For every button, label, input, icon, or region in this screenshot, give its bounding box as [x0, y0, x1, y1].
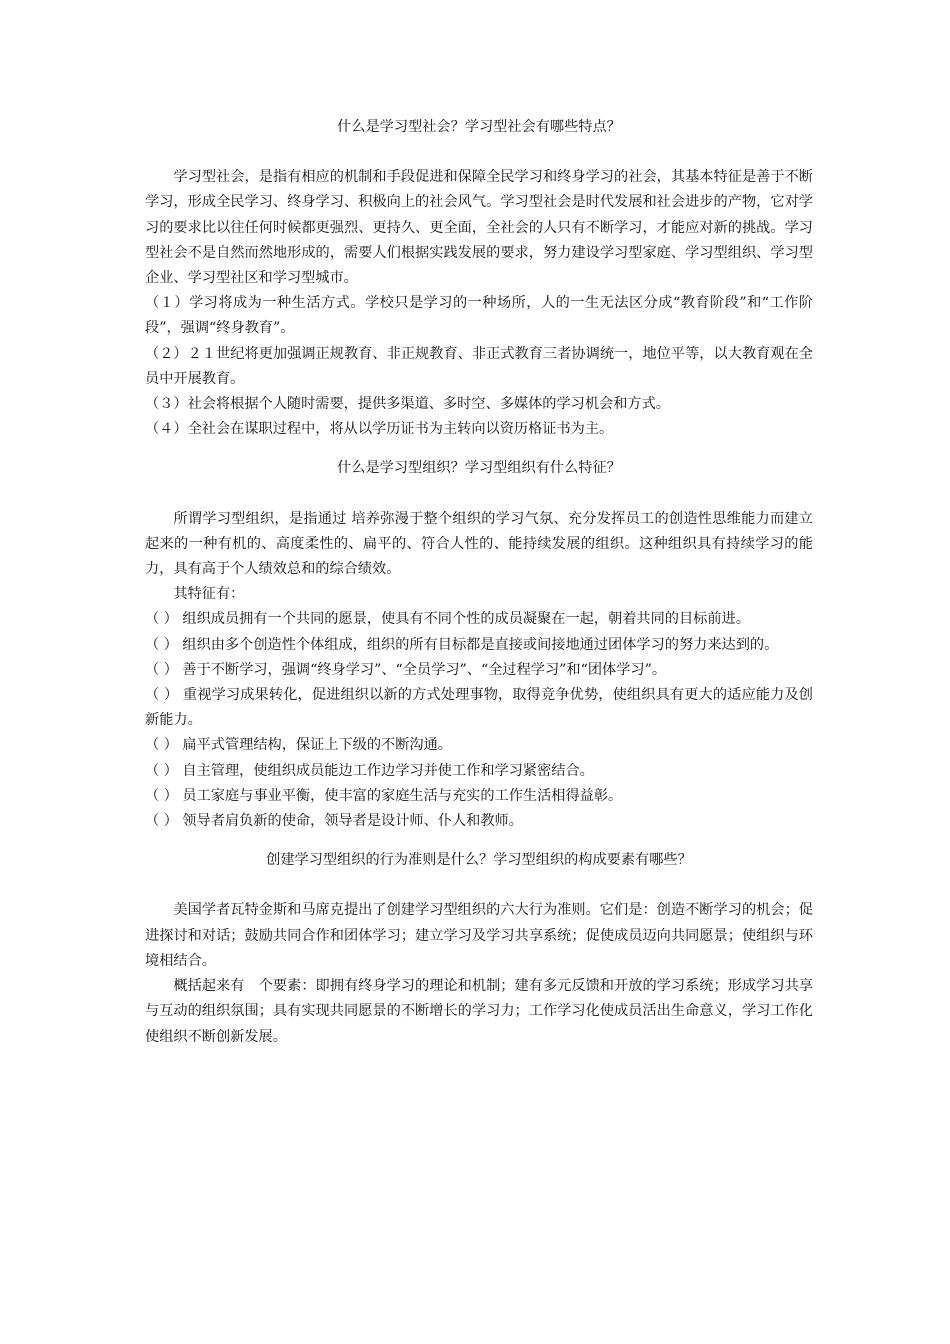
- list-item: （２）２１世纪将更加强调正规教育、非正规教育、非正式教育三者协调统一，地位平等，以大教育观在全员中开展教育。: [145, 345, 813, 387]
- spacer: [145, 834, 813, 848]
- list-item: （１）学习将成为一种生活方式。学校只是学习的一种场所，人的一生无法区分成“教育阶段”和“工作阶段”，强调“终身教育”。: [145, 295, 813, 337]
- section-heading: 创建学习型组织的行为准则是什么？学习型组织的构成要素有哪些？: [266, 852, 692, 869]
- list-item: （４）全社会在谋职过程中，将从以学历证书为主转向以资历格证书为主。: [145, 421, 614, 438]
- list-item: （ ） 组织成员拥有一个共同的愿景，使具有不同个性的成员凝聚在一起，朝着共同的目标前进。: [145, 611, 750, 628]
- section-heading: 什么是学习型社会？学习型社会有哪些特点？: [337, 119, 621, 135]
- list-item: （ ） 领导者肩负新的使命，领导者是设计师、仆人和教师。: [145, 813, 523, 830]
- paragraph: 美国学者瓦特金斯和马席克提出了创建学习型组织的六大行为准则。它们是：创造不断学习的机会；促进探讨和对话；鼓励共同合作和团体学习；建立学习及学习共享系统；促使成员迈向共同愿景；使组织与环境相结合。: [145, 902, 813, 969]
- spacer: [145, 873, 813, 898]
- spacer: [145, 482, 813, 507]
- list-item: （ ） 重视学习成果转化，促进组织以新的方式处理事物，取得竞争优势，使组织具有更大的适应能力及创新能力。: [145, 687, 813, 729]
- list-item: （ ） 员工家庭与事业平衡，使丰富的家庭生活与充实的工作生活相得益彰。: [145, 787, 623, 804]
- paragraph: 学习型社会，是指有相应的机制和手段促进和保障全民学习和终身学习的社会，其基本特征是善于不断学习，形成全民学习、终身学习、积极向上的社会风气。学习型社会是时代发展和社会进步的产物，它对学习的要求比以往任何时候都更强烈、更持久、更全面，全社会的人只有不断学习，才能应对新的挑战。学习型社会不是自然而然地形成的，需要人们根据实践发展的要求，努力建设学习型家庭、学习型组织、学习型企业、学习型社区和学习型城市。: [145, 169, 813, 287]
- list-item: （ ） 自主管理，使组织成员能边工作边学习并使工作和学习紧密结合。: [145, 762, 594, 779]
- section-heading: 什么是学习型组织？学习型组织有什么特征？: [337, 460, 621, 477]
- paragraph: 其特征有：: [173, 586, 245, 603]
- paragraph: 概括起来有 个要素：即拥有终身学习的理论和机制；建有多元反馈和开放的学习系统；形成学习共享与互动的组织氛围；具有实现共同愿景的不断增长的学习力；工作学习化使成员活出生命意义，学习工作化使组织不断创新发展。: [145, 978, 813, 1045]
- list-item: （ ） 组织由多个创造性个体组成，组织的所有目标都是直接或间接地通过团体学习的努力来达到的。: [145, 636, 779, 653]
- list-item: （ ） 善于不断学习，强调“终身学习”、“全员学习”、“全过程学习”和“团体学习”。: [145, 661, 667, 678]
- document-body: [145, 115, 813, 1050]
- list-item: （ ） 扁平式管理结构，保证上下级的不断沟通。: [145, 737, 452, 754]
- paragraph: 所谓学习型组织，是指通过 培养弥漫于整个组织的学习气氛、充分发挥员工的创造性思维能力而建立起来的一种有机的、高度柔性的、扁平的、符合人性的、能持续发展的组织。这种组织具有持续学习的能力，具有高于个人绩效总和的综合绩效。: [145, 510, 813, 578]
- list-item: （３）社会将根据个人随时需要，提供多渠道、多时空、多媒体的学习机会和方式。: [145, 396, 670, 413]
- spacer: [145, 140, 813, 165]
- spacer: [145, 442, 813, 456]
